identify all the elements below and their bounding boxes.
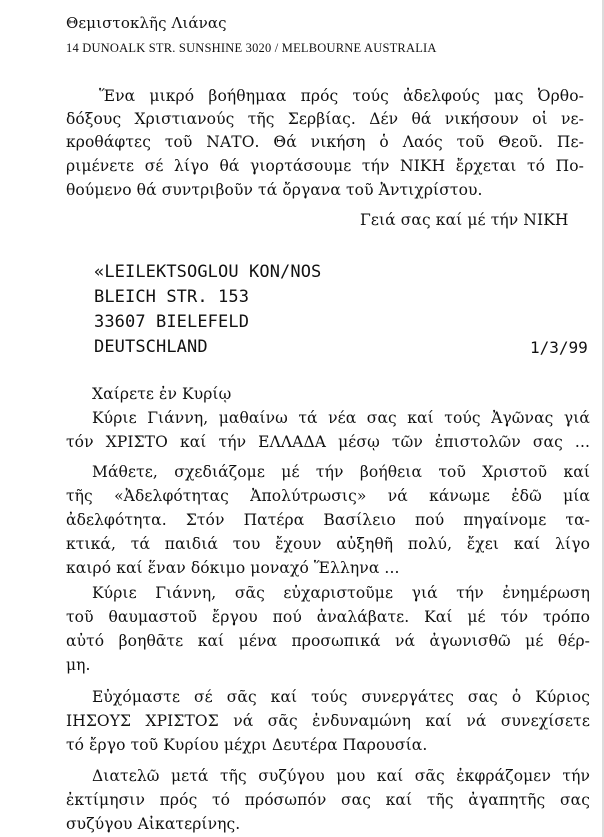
address-line: 33607 BIELEFELD — [94, 312, 250, 332]
letter-line: ἀδελφότητα. Στόν Πατέρα Βασίλειο πού πηγαίνομε τα- — [66, 511, 590, 529]
intro-line: Ἕνα μικρό βοήθημαα πρός τούς ἀδελφούς μας Ὀρθο- — [99, 87, 584, 105]
letter-line: Εὐχόμαστε σέ σᾶς καί τούς συνεργάτες σας ὁ Κύριος — [92, 688, 590, 706]
intro-line: δόξους Χριστιανούς τῆς Σερβίας. Δέν θά νικήσουν οἱ νε- — [66, 110, 584, 128]
letter-date: 1/3/99 — [530, 338, 588, 357]
letter-line: κτικά, τά παιδιά του ἔχουν αὐξηθῆ πολύ, ἔχει καί λίγο — [66, 535, 590, 553]
address-line: DEUTSCHLAND — [94, 337, 208, 357]
letter-line: μη. — [66, 656, 91, 674]
letter-greeting: Χαίρετε ἐν Κυρίῳ — [92, 385, 232, 403]
letter-line: Κύριε Γιάννη, σᾶς εὐχαριστοῦμε γιά τήν ἐνημέρωση — [92, 584, 590, 602]
intro-closing: Γειά σας καί μέ τήν ΝΙΚΗ — [360, 211, 569, 229]
letter-line: ΙΗΣΟΥΣ ΧΡΙΣΤΟΣ νά σᾶς ἐνδυναμώνη καί νά συνεχίσετε — [66, 712, 590, 730]
author-name: Θεμιστοκλῆς Λιάνας — [66, 14, 227, 32]
letter-line: τό ἔργο τοῦ Κυρίου μέχρι Δευτέρα Παρουσία. — [66, 736, 428, 754]
letter-line: Μάθετε, σχεδιάζομε μέ τήν βοήθεια τοῦ Χριστοῦ καί — [92, 463, 590, 481]
letter-line: τόν ΧΡΙΣΤΟ καί τήν ΕΛΛΑΔΑ μέσῳ τῶν ἐπιστολῶν σας ... — [66, 433, 590, 451]
address-line: BLEICH STR. 153 — [94, 287, 250, 307]
letter-line: συζύγου Αἰκατερίνης. — [66, 815, 241, 833]
intro-line: θούμενο θά συντριβοῦν τά ὄργανα τοῦ Ἀντιχρίστου. — [66, 181, 483, 199]
letter-line: τοῦ θαυμαστοῦ ἔργου πού ἀναλάβατε. Καί μέ τόν τρόπο — [66, 608, 590, 626]
letter-line: ἐκτίμησιν πρός τό πρόσωπόν σας καί τῆς ἀγαπητῆς σας — [66, 791, 590, 809]
letter-line: αὐτό βοηθᾶτε καί μένα προσωπικά νά ἀγωνισθῶ μέ θέρ- — [66, 632, 590, 650]
letter-line: καιρό καί ἕναν δόκιμο μοναχό Ἕλληνα ... — [66, 559, 400, 577]
author-address: 14 DUNOALK STR. SUNSHINE 3020 / MELBOURNE AUSTRALIA — [66, 41, 437, 55]
letter-line: Κύριε Γιάννη, μαθαίνω τά νέα σας καί τούς Ἀγῶνας γιά — [92, 409, 590, 427]
letter-line: τῆς «Ἀδελφότητας Ἀπολύτρωσις» νά κάνωμε ἐδῶ μία — [66, 487, 590, 505]
letter-line: Διατελῶ μετά τῆς συζύγου μου καί σᾶς ἐκφράζομεν τήν — [92, 767, 590, 785]
intro-line: ριμένετε σέ λίγο θά γιορτάσουμε τήν ΝΙΚΗ ἔρχεται τό Πο- — [66, 157, 584, 175]
address-line: «LEILEKTSOGLOU KON/NOS — [94, 262, 322, 282]
intro-line: κροθάφτες τοῦ ΝΑΤΟ. Θά νικήση ὁ Λαός τοῦ Θεοῦ. Πε- — [66, 133, 584, 151]
